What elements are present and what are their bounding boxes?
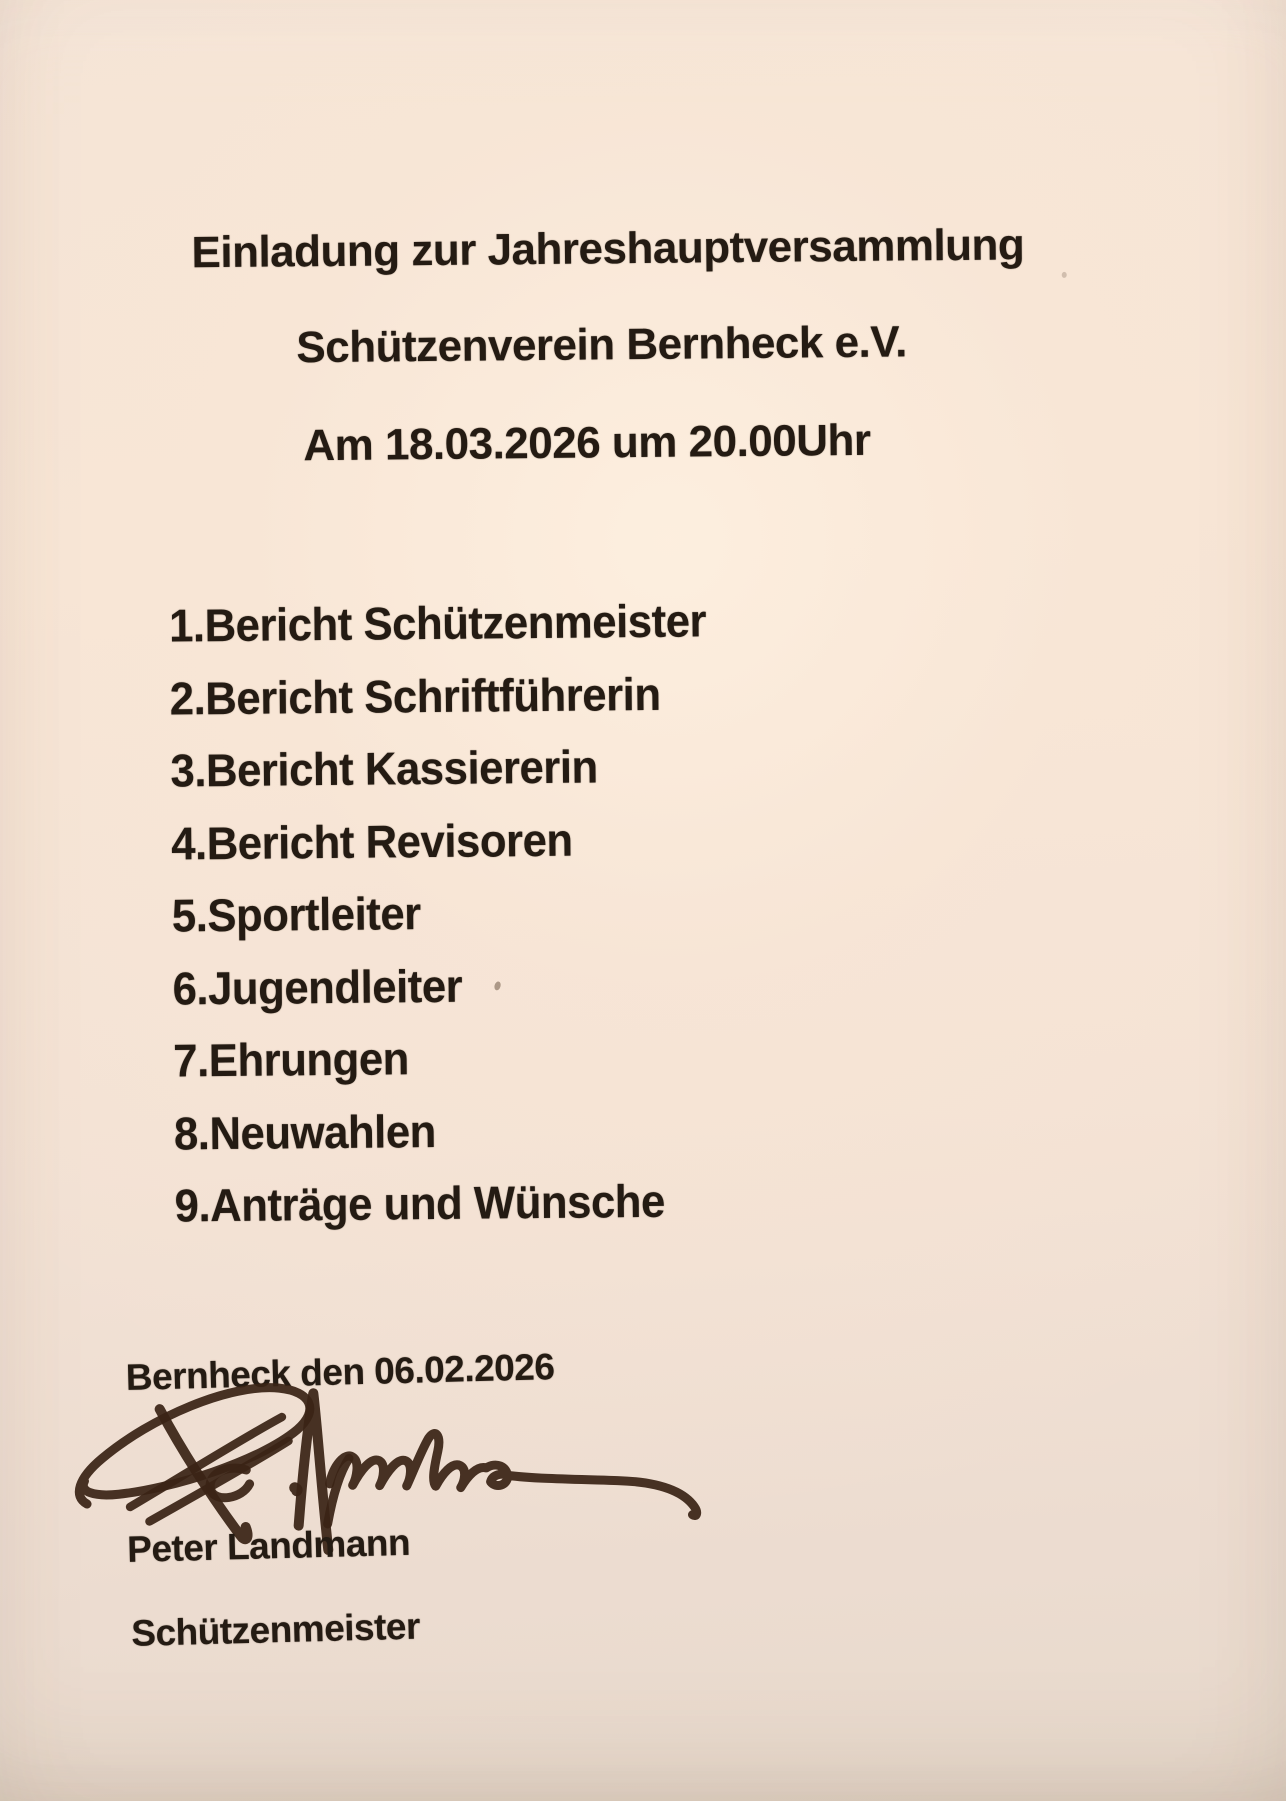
signer-role: Schützenmeister (130, 1605, 421, 1654)
organization-name: Schützenverein Bernheck e.V. (296, 317, 908, 373)
meeting-datetime: Am 18.03.2026 um 20.00Uhr (303, 415, 871, 471)
agenda-item-number: 2. (169, 671, 206, 725)
agenda-item-label: Sportleiter (207, 887, 421, 942)
agenda-item-number: 6. (172, 961, 209, 1015)
agenda-item-label: Neuwahlen (209, 1104, 437, 1159)
agenda-item-label: Bericht Schützenmeister (204, 594, 707, 652)
agenda-item-label: Bericht Revisoren (206, 813, 573, 869)
document-title: Einladung zur Jahreshauptversammlung (191, 220, 1025, 278)
agenda-item-number: 3. (170, 744, 207, 797)
agenda-item-number: 7. (172, 1034, 209, 1087)
place-and-date: Bernheck den 06.02.2026 (125, 1346, 555, 1398)
agenda-item-number: 1. (168, 599, 205, 652)
agenda-item-label: Anträge und Wünsche (209, 1174, 666, 1232)
agenda-item-number: 4. (170, 816, 207, 870)
agenda-item-number: 8. (173, 1106, 210, 1160)
agenda-item-label: Bericht Schriftführerin (205, 667, 661, 724)
agenda-item-label: Jugendleiter (207, 959, 463, 1014)
agenda-item-number: 9. (174, 1179, 211, 1232)
signer-name: Peter Landmann (126, 1521, 411, 1571)
agenda-item-label: Ehrungen (208, 1032, 410, 1087)
agenda-item-label: Bericht Kassiererin (205, 740, 598, 797)
agenda-item-number: 5. (171, 889, 208, 942)
